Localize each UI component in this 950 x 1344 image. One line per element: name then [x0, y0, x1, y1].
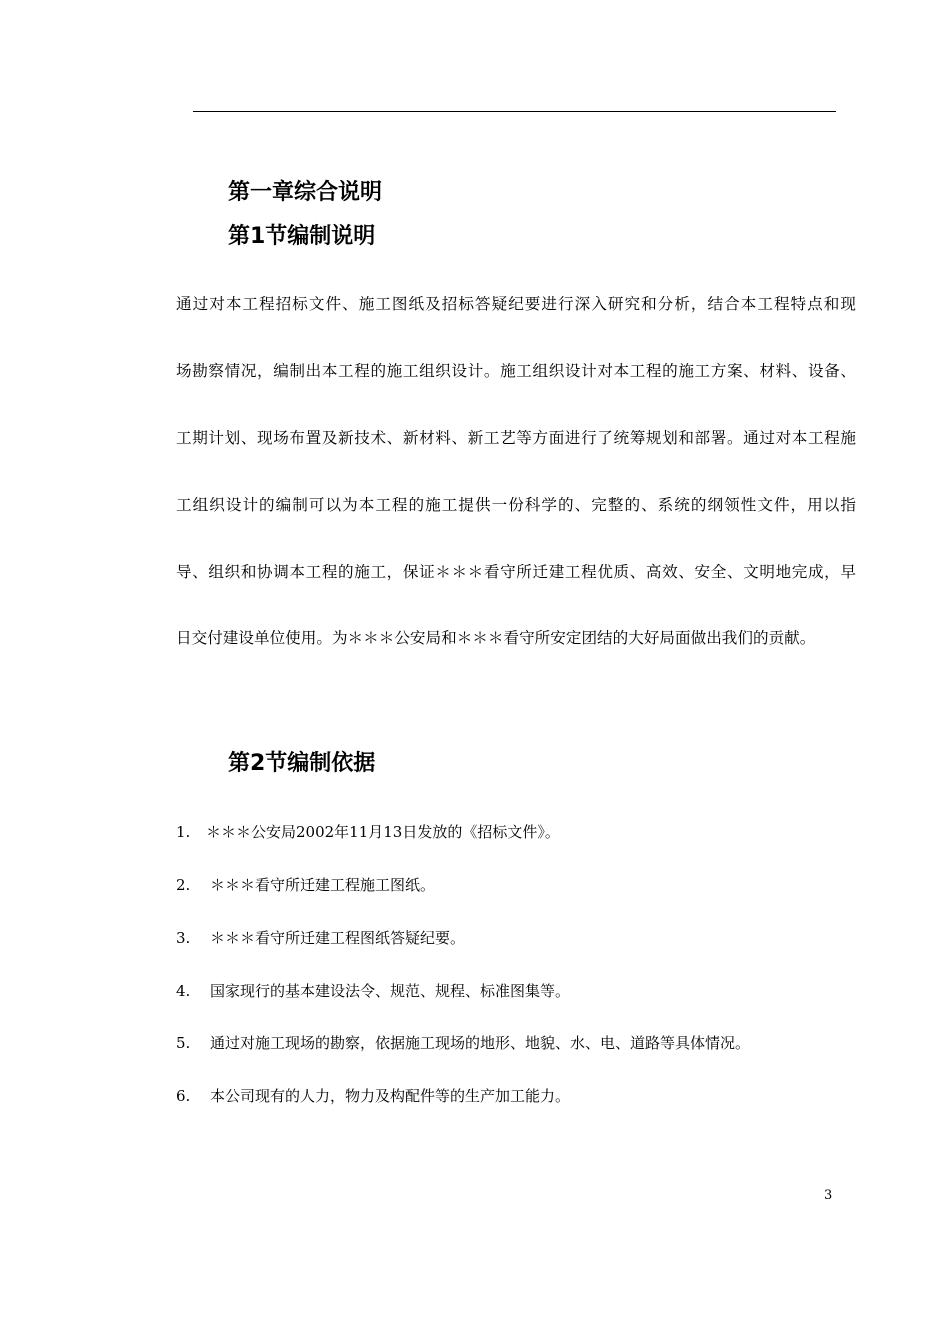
list-item — [176, 874, 435, 896]
list-item-number: 5. — [176, 1034, 191, 1052]
list-item-text: ＊＊＊看守所迁建工程施工图纸。 — [210, 876, 436, 894]
list-item-text: ＊＊＊公安局2002年11月13日发放的《招标文件》。 — [206, 823, 560, 841]
list-item-number: 3. — [176, 929, 191, 947]
chapter-title: 第一章综合说明 — [228, 180, 383, 205]
paragraph-line: 工期计划、现场布置及新技术、新材料、新工艺等方面进行了统筹规划和部署。通过对本工程施 — [176, 429, 856, 447]
list-item-number: 1. — [176, 823, 191, 841]
list-item — [176, 927, 465, 949]
list-item-number: 4. — [176, 982, 191, 1000]
list-item-text: 国家现行的基本建设法令、规范、规程、标准图集等。 — [210, 982, 571, 1000]
list-item-text: 通过对施工现场的勘察，依据施工现场的地形、地貌、水、电、道路等具体情况。 — [210, 1034, 751, 1052]
section-2-title: 第2节编制依据 — [228, 751, 376, 776]
list-item — [176, 821, 560, 843]
list-item-number: 6. — [176, 1087, 191, 1105]
paragraph-line: 导、组织和协调本工程的施工，保证＊＊＊看守所迁建工程优质、高效、安全、文明地完成，早 — [176, 563, 856, 581]
section-1-title: 第1节编制说明 — [228, 224, 376, 249]
list-item-text: 本公司现有的人力，物力及构配件等的生产加工能力。 — [210, 1087, 571, 1105]
list-item-number: 2. — [176, 876, 191, 894]
list-item — [176, 1085, 570, 1107]
list-item-text: ＊＊＊看守所迁建工程图纸答疑纪要。 — [210, 929, 466, 947]
page-number: 3 — [824, 1188, 833, 1203]
list-item — [176, 980, 570, 1002]
paragraph-line: 日交付建设单位使用。为＊＊＊公安局和＊＊＊看守所安定团结的大好局面做出我们的贡献。 — [176, 629, 816, 647]
paragraph-line: 场勘察情况，编制出本工程的施工组织设计。施工组织设计对本工程的施工方案、材料、设备、 — [176, 362, 856, 380]
list-item — [176, 1032, 750, 1054]
paragraph-line: 工组织设计的编制可以为本工程的施工提供一份科学的、完整的、系统的纲领性文件，用以指 — [176, 496, 856, 514]
paragraph-line: 通过对本工程招标文件、施工图纸及招标答疑纪要进行深入研究和分析，结合本工程特点和现 — [176, 295, 856, 313]
header-rule — [193, 111, 836, 112]
